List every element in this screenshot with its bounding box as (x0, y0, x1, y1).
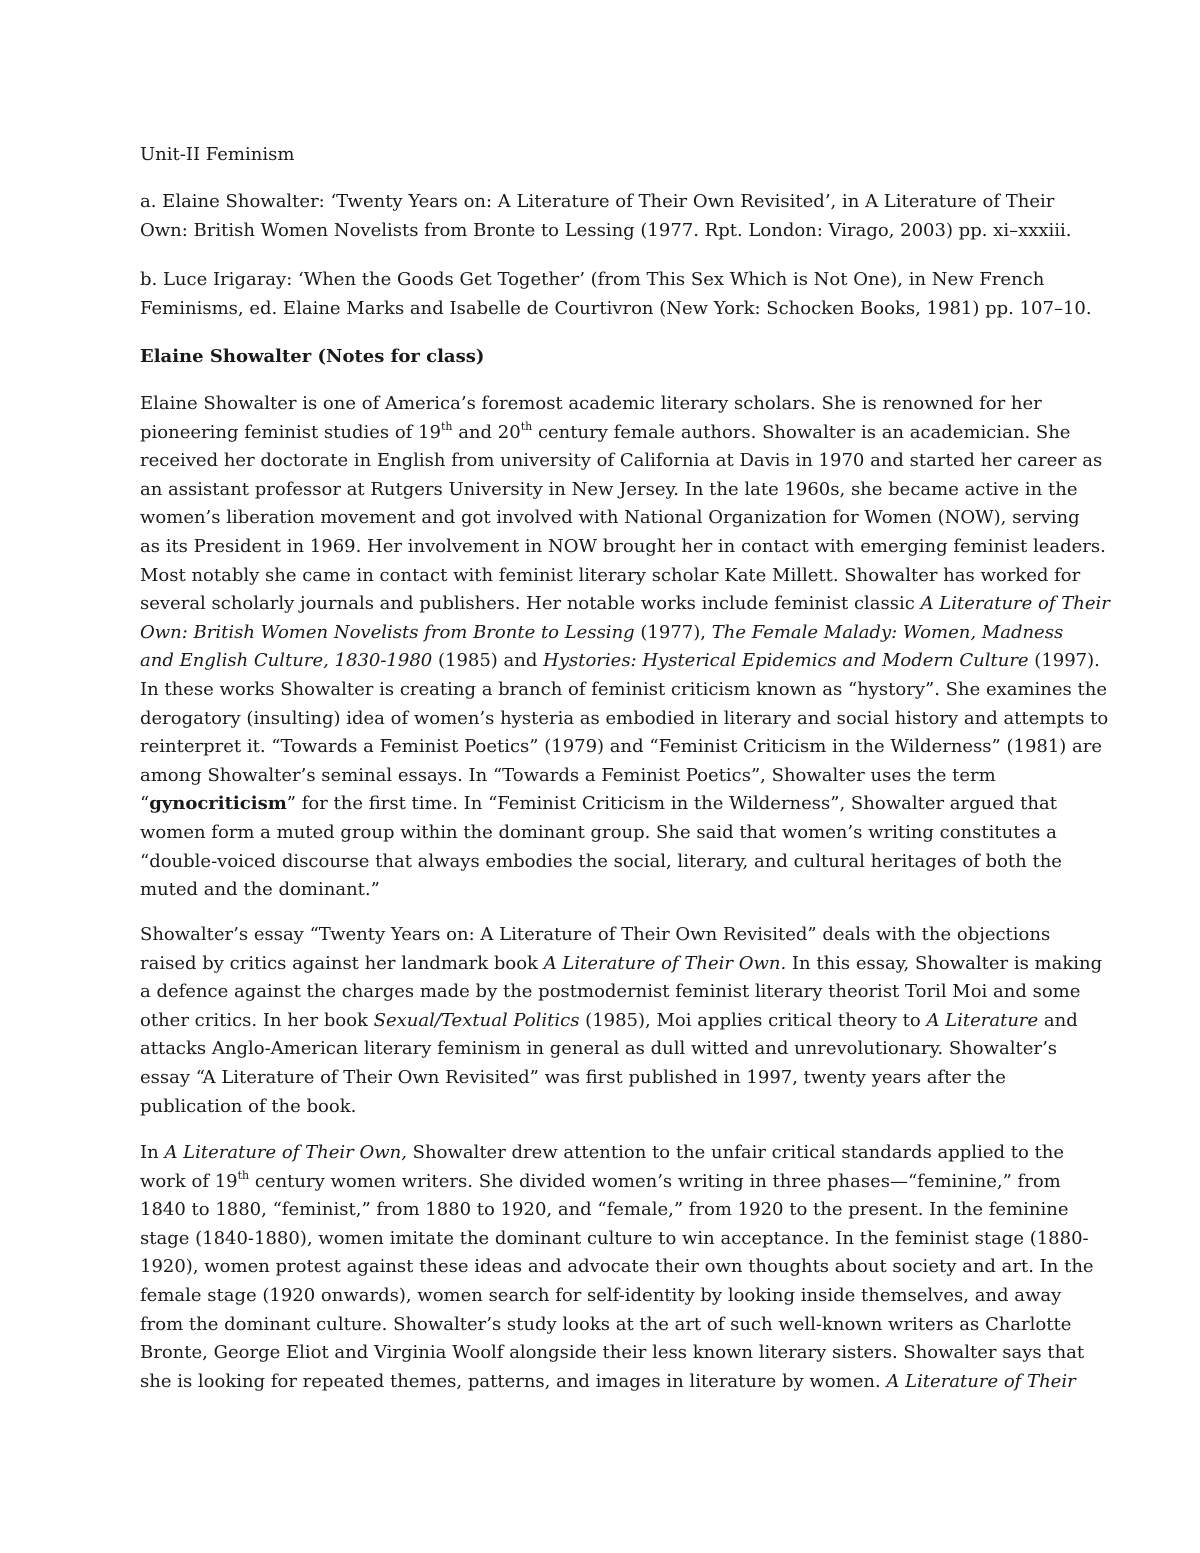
paragraph-line (140, 705, 1109, 734)
reading-b-line: Feminisms, ed. Elaine Marks and Isabelle de Courtivron (New York: Schocken Books, 1981) pp. 107–10. (140, 297, 1092, 319)
paragraph-line (140, 1196, 1069, 1225)
text-run: (1997). (1028, 650, 1100, 672)
paragraph-line (140, 1368, 1076, 1397)
reading-a-line: a. Elaine Showalter: ‘Twenty Years on: A Literature of Their Own Revisited’, in A Literature of Their (140, 191, 1055, 212)
paragraph-line (140, 1253, 1094, 1282)
paragraph-line (140, 1035, 1065, 1064)
text-run: (1985), Moi applies critical theory to (579, 1009, 927, 1031)
reading-a (140, 188, 1072, 245)
italic-title: Sexual/Textual Politics (373, 1009, 580, 1031)
text-run: Elaine Showalter is one of America’s foremost academic literary scholars. She is renowned for her (140, 393, 1042, 414)
text-run: other critics. In her book (140, 1009, 374, 1031)
italic-title: A Literature of Their (920, 593, 1110, 615)
paragraph-line (140, 1064, 1065, 1093)
text-run: several scholarly journals and publishers. Her notable works include feminist classic (140, 593, 921, 615)
paragraph-line (140, 562, 1081, 591)
text-run: century female authors. Showalter is an academician. She (532, 421, 1071, 443)
paragraph-line (140, 447, 1103, 476)
paragraph-line (140, 676, 1107, 705)
paragraph-line (140, 876, 1065, 905)
paragraph-line (140, 504, 1080, 533)
unit-title: Unit-II Feminism (140, 144, 295, 165)
text-run: publication of the book. (140, 1095, 357, 1117)
italic-title: and English Culture, 1830-1980 (140, 650, 433, 672)
text-run: an assistant professor at Rutgers University in New Jersey. In the late 1960s, she became active in the (140, 478, 1078, 500)
ordinal-suffix: th (440, 419, 453, 433)
paragraph-line (140, 819, 1065, 848)
paragraph-line (140, 1282, 1065, 1311)
ordinal-suffix: th (237, 1168, 250, 1182)
text-run: work of 19 (140, 1170, 238, 1192)
text-run: women form a muted group within the dominant group. She said that women’s writing constitutes a (140, 821, 1057, 843)
text-run: Bronte, George Eliot and Virginia Woolf alongside their less known literary sisters. Showalter says that (140, 1342, 1085, 1364)
paragraph-line (140, 1007, 1078, 1036)
text-run: from the dominant culture. Showalter’s study looks at the art of such well-known writers as Charlotte (140, 1313, 1072, 1335)
paragraph-line (140, 476, 1078, 505)
paragraph-three-phases (140, 1139, 1094, 1396)
reading-b (140, 266, 1092, 323)
paragraph-line (140, 921, 1065, 950)
text-run: ” for the first time. In “Feminist Criticism in the Wilderness”, Showalter argued that (286, 793, 1057, 815)
paragraph-biography (140, 390, 1110, 905)
text-run: essay “A Literature of Their Own Revisited” was first published in 1997, twenty years after the (140, 1066, 1006, 1088)
paragraph-line (140, 1093, 1065, 1122)
text-run: 1920), women protest against these ideas and advocate their own thoughts about society and art. In the (140, 1256, 1094, 1278)
italic-title: A Literature of Their (886, 1370, 1076, 1392)
paragraph-line (140, 848, 1065, 877)
italic-title: The Female Malady: Women, Madness (711, 621, 1064, 643)
text-run: 1840 to 1880, “feminist,” from 1880 to 1920, and “female,” from 1920 to the present. In the feminine (140, 1199, 1069, 1221)
paragraph-line (140, 390, 1065, 419)
text-run: female stage (1920 onwards), women search for self-identity by looking inside themselves, and away (140, 1284, 1062, 1306)
text-run: and 20 (452, 421, 521, 443)
text-run: “ (140, 793, 150, 815)
text-run: Showalter drew attention to the unfair critical standards applied to the (406, 1142, 1064, 1163)
paragraph-line (140, 647, 1100, 676)
text-run: reinterpret it. “Towards a Feminist Poetics” (1979) and “Feminist Criticism in the Wilderness” (1981) are (140, 736, 1103, 758)
text-run: In (140, 1142, 165, 1163)
paragraph-line (140, 533, 1106, 562)
text-run: attacks Anglo-American literary feminism in general as dull witted and unrevolutionary. Showalter’s (140, 1038, 1057, 1060)
text-run: stage (1840-1880), women imitate the dominant culture to win acceptance. In the feminist stage (1880- (140, 1227, 1089, 1249)
text-run: derogatory (insulting) idea of women’s hysteria as embodied in literary and social history and attempts to (140, 707, 1109, 729)
text-run: among Showalter’s seminal essays. In “Towards a Feminist Poetics”, Showalter uses the term (140, 764, 996, 786)
text-run: century women writers. She divided women’s writing in three phases—“feminine,” from (249, 1170, 1061, 1192)
reading-a-line: Own: British Women Novelists from Bronte to Lessing (1977. Rpt. London: Virago, 2003) pp. xi–xxxiii. (140, 219, 1072, 241)
text-run: she is looking for repeated themes, patterns, and images in literature by women. (140, 1370, 887, 1392)
italic-title: A Literature (926, 1009, 1039, 1031)
paragraph-line (140, 1139, 1065, 1168)
paragraph-line (140, 590, 1110, 619)
bold-term: gynocriticism (149, 793, 287, 815)
paragraph-line (140, 1339, 1085, 1368)
paragraph-revisited-essay (140, 921, 1103, 1121)
paragraph-line (140, 1225, 1089, 1254)
text-run: a defence against the charges made by the postmodernist feminist literary theorist Toril Moi and some (140, 981, 1081, 1003)
italic-title: Hystories: Hysterical Epidemics and Modern Culture (543, 650, 1029, 672)
text-run: Most notably she came in contact with feminist literary scholar Kate Millett. Showalter has worked for (140, 564, 1081, 586)
text-run: and (1038, 1009, 1078, 1031)
text-run: (1985) and (432, 650, 544, 672)
text-run: raised by critics against her landmark book (140, 952, 544, 974)
paragraph-line (140, 733, 1103, 762)
paragraph-line (140, 1168, 1065, 1197)
text-run: pioneering feminist studies of 19 (140, 421, 441, 443)
text-run: muted and the dominant.” (140, 879, 380, 901)
text-run: Showalter’s essay “Twenty Years on: A Literature of Their Own Revisited” deals with the objections (140, 924, 1051, 945)
text-run: In this essay, Showalter is making (786, 952, 1103, 974)
text-run: In these works Showalter is creating a branch of feminist criticism known as “hystory”. She examines the (140, 678, 1107, 700)
text-run: (1977), (634, 621, 712, 643)
paragraph-line (140, 619, 1065, 648)
paragraph-line (140, 419, 1071, 448)
text-run: received her doctorate in English from university of California at Davis in 1970 and started her career as (140, 450, 1103, 472)
italic-title: A Literature of Their Own. (543, 952, 787, 974)
paragraph-line (140, 790, 1065, 819)
text-run: “double-voiced discourse that always embodies the social, literary, and cultural heritages of both the (140, 850, 1062, 872)
paragraph-line (140, 1311, 1072, 1340)
text-run: as its President in 1969. Her involvement in NOW brought her in contact with emerging feminist leaders. (140, 535, 1106, 557)
paragraph-line (140, 762, 1065, 791)
text-run: women’s liberation movement and got involved with National Organization for Women (NOW), serving (140, 507, 1080, 529)
paragraph-line (140, 950, 1103, 979)
paragraph-line (140, 978, 1081, 1007)
ordinal-suffix: th (520, 419, 533, 433)
reading-b-line: b. Luce Irigaray: ‘When the Goods Get Together’ (from This Sex Which is Not One), in New French (140, 269, 1045, 290)
italic-title: A Literature of Their Own, (164, 1142, 407, 1163)
section-heading: Elaine Showalter (Notes for class) (140, 346, 485, 367)
italic-title: Own: British Women Novelists from Bronte to Lessing (140, 621, 635, 643)
